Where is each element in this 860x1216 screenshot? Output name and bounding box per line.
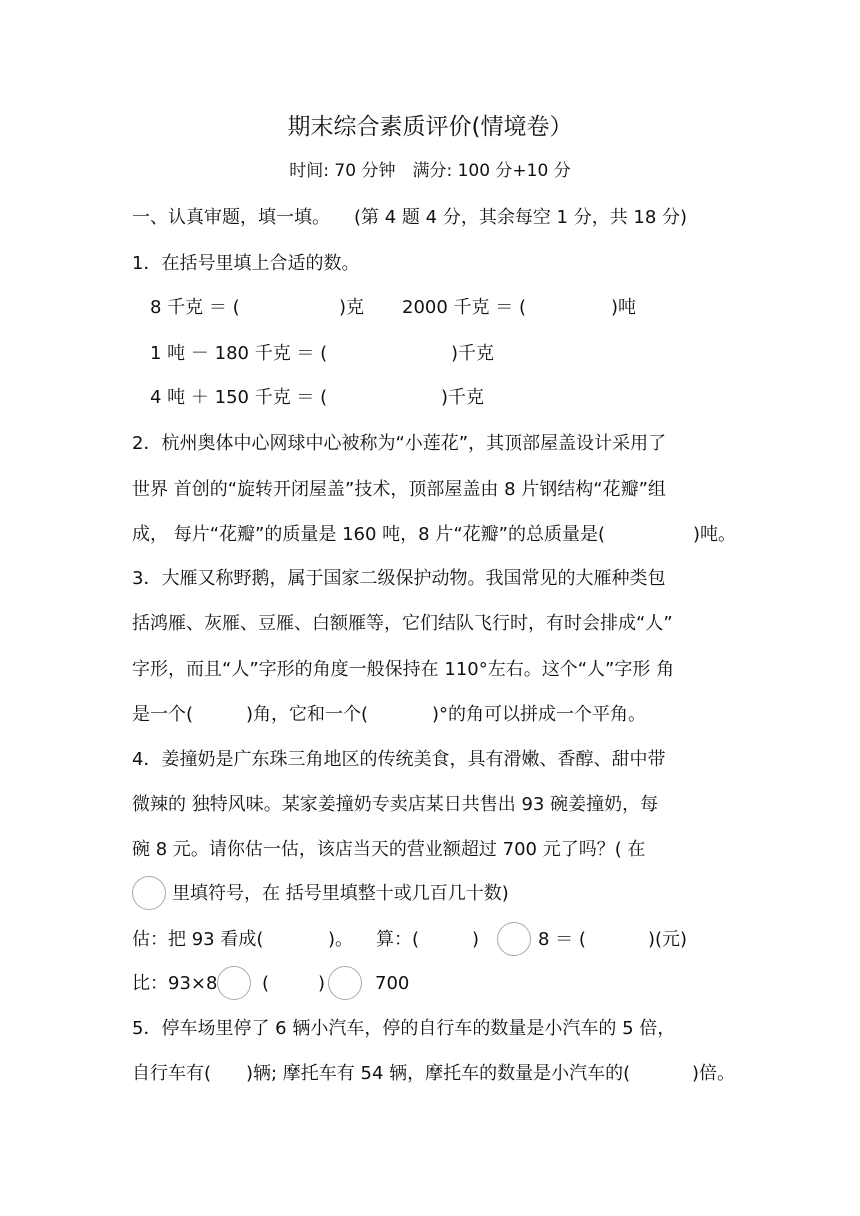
question-3-line-4-c: )°的角可以拼成一个平角。 <box>432 704 647 725</box>
q1-item-a-unit: )克 <box>339 297 365 318</box>
q4-estimate-a: 估：把 93 看成( <box>132 929 264 950</box>
question-4-line-4: 里填符号，在 括号里填整十或几百几十数) <box>172 883 509 904</box>
question-2-line-1: 2．杭州奥体中心网球中心被称为“小莲花”，其顶部屋盖设计采用了 <box>132 433 667 454</box>
question-3-line-1: 3．大雁又称野鹅，属于国家二级保护动物。我国常见的大雁种类包 <box>132 568 666 589</box>
question-2-line-2: 世界 首创的“旋转开闭屋盖”技术，顶部屋盖由 8 片钢结构“花瓣”组 <box>132 479 666 500</box>
answer-circle-compare-2 <box>328 966 362 1000</box>
q1-item-d-left: 4 吨 ＋ 150 千克 ＝ ( <box>150 387 328 408</box>
q4-estimate-b: )。 <box>328 929 354 950</box>
q1-item-a-left: 8 千克 ＝ ( <box>150 297 240 318</box>
page-title: 期末综合素质评价(情境卷） <box>287 114 573 140</box>
q1-item-b-unit: )吨 <box>611 297 637 318</box>
answer-circle-operator <box>497 922 531 956</box>
answer-circle-blank <box>132 876 166 910</box>
q4-compare-c: ) <box>318 973 326 994</box>
question-2-line-3: 成， 每片“花瓣”的质量是 160 吨，8 片“花瓣”的总质量是( <box>132 524 606 545</box>
question-5-line-2-c: )倍。 <box>692 1063 736 1084</box>
q4-compare-b: ( <box>262 973 270 994</box>
question-4-line-1: 4．姜撞奶是广东珠三角地区的传统美食，具有滑嫩、香醇、甜中带 <box>132 749 666 770</box>
question-1-stem: 1．在括号里填上合适的数。 <box>132 253 360 274</box>
q1-item-d-unit: )千克 <box>441 387 485 408</box>
question-4-line-2: 微辣的 独特风味。某家姜撞奶专卖店某日共售出 93 碗姜撞奶，每 <box>132 794 659 815</box>
question-2-line-3-end: )吨。 <box>693 524 737 545</box>
q4-compare-d: 700 <box>375 973 410 994</box>
question-5-line-1: 5．停车场里停了 6 辆小汽车，停的自行车的数量是小汽车的 5 倍， <box>132 1018 676 1039</box>
question-3-line-2: 括鸿雁、灰雁、豆雁、白额雁等，它们结队飞行时，有时会排成“人” <box>132 613 673 634</box>
q4-compare-a: 比：93×8 <box>132 973 218 994</box>
q1-item-b-left: 2000 千克 ＝ ( <box>402 297 526 318</box>
q1-item-c-unit: )千克 <box>451 343 495 364</box>
question-5-line-2-a: 自行车有( <box>132 1063 212 1084</box>
section-score-note: (第 4 题 4 分，其余每空 1 分，共 18 分) <box>354 207 688 228</box>
q4-calc-c: 8 ＝ ( <box>538 929 586 950</box>
q1-item-c-left: 1 吨 － 180 千克 ＝ ( <box>150 343 328 364</box>
section-heading: 一、认真审题，填一填。 <box>132 207 330 228</box>
q4-calc-d: )(元) <box>648 929 688 950</box>
answer-circle-compare-1 <box>217 966 251 1000</box>
question-3-line-4-b: )角，它和一个( <box>246 704 369 725</box>
q4-calc-b: ) <box>472 929 480 950</box>
q4-calc-a: 算：( <box>376 929 420 950</box>
exam-time-and-score: 时间: 70 分钟 满分: 100 分+10 分 <box>289 161 571 181</box>
question-4-line-3: 碗 8 元。请你估一估，该店当天的营业额超过 700 元了吗？( 在 <box>132 839 646 860</box>
question-3-line-3: 字形，而且“人”字形的角度一般保持在 110°左右。这个“人”字形 角 <box>132 659 675 680</box>
question-5-line-2-b: )辆; 摩托车有 54 辆，摩托车的数量是小汽车的( <box>246 1063 631 1084</box>
question-3-line-4-a: 是一个( <box>132 704 194 725</box>
